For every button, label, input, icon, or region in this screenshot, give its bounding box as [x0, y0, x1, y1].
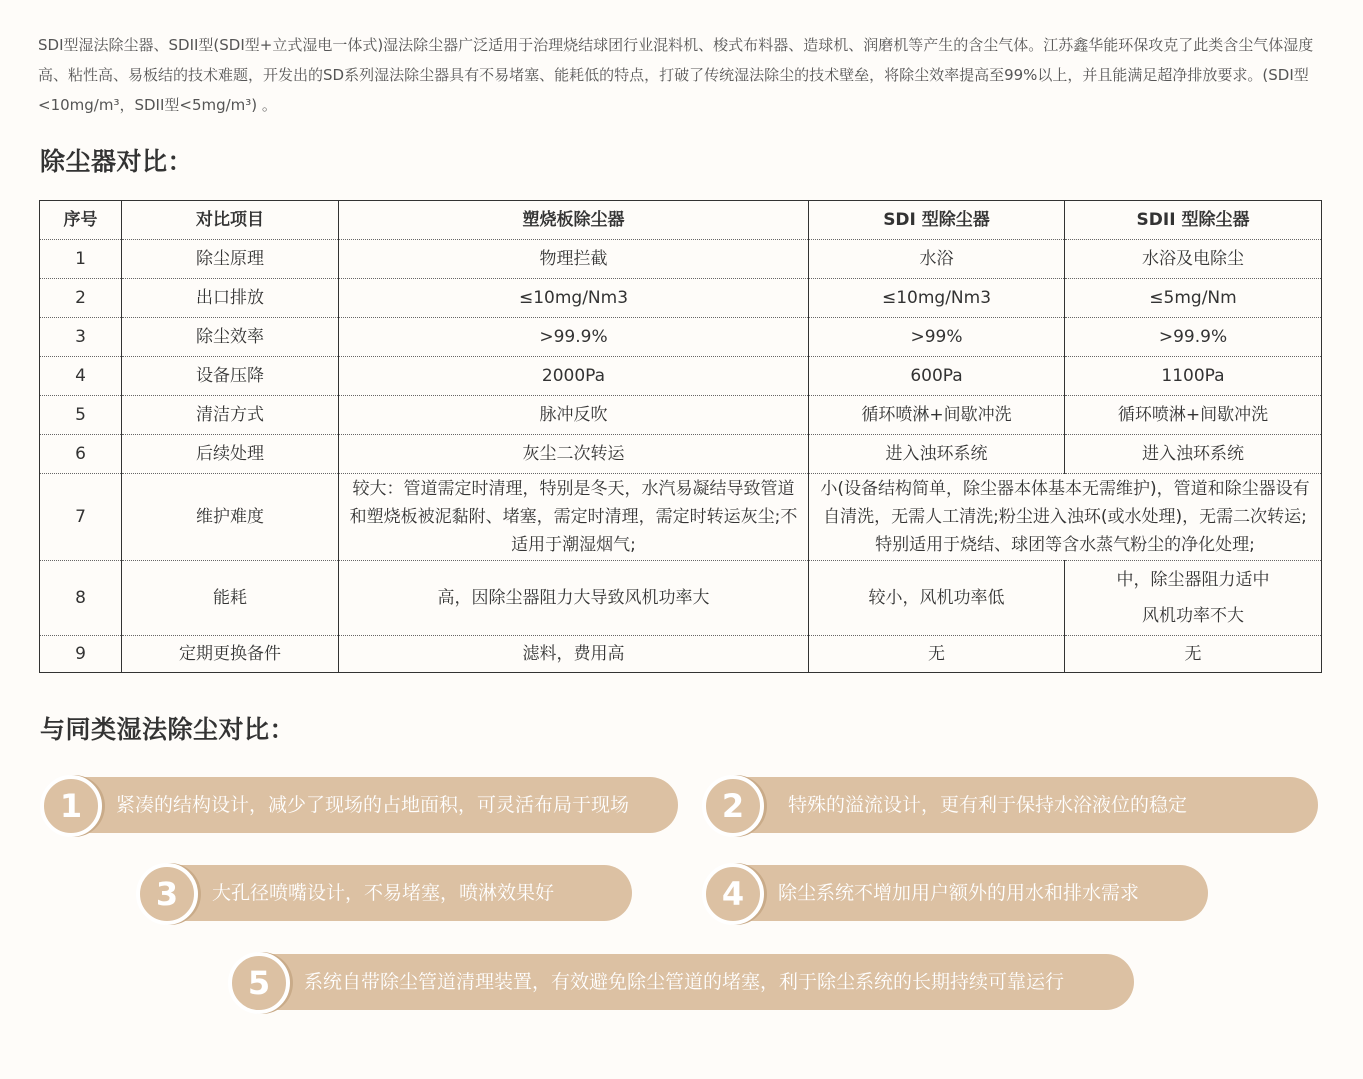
table-row — [40, 396, 1322, 435]
table-cell: 设备压降 — [122, 357, 339, 396]
comparison-table — [39, 200, 1322, 673]
feature-number-badge: 5 — [228, 952, 290, 1014]
table-cell: 定期更换备件 — [122, 636, 339, 673]
table-cell: 循环喷淋+间歇冲洗 — [1065, 396, 1322, 435]
table-cell: ≤5mg/Nm — [1065, 279, 1322, 318]
header-cell: SDII 型除尘器 — [1065, 201, 1322, 240]
feature-number-badge: 3 — [136, 863, 198, 925]
header-cell: 序号 — [40, 201, 122, 240]
feature-text: 系统自带除尘管道清理装置，有效避免除尘管道的堵塞，利于除尘系统的长期持续可靠运行 — [304, 971, 1065, 993]
table-row — [40, 561, 1322, 636]
feature-pill-4 — [704, 865, 1208, 921]
section-title-comparison: 除尘器对比： — [40, 147, 194, 176]
feature-text: 紧凑的结构设计，减少了现场的占地面积，可灵活布局于现场 — [116, 794, 630, 816]
cell-line: 风机功率不大 — [1142, 606, 1244, 626]
table-cell: 清洁方式 — [122, 396, 339, 435]
table-cell: 除尘原理 — [122, 240, 339, 279]
table-cell: 出口排放 — [122, 279, 339, 318]
table-cell: 无 — [809, 636, 1065, 673]
table-cell: 1100Pa — [1065, 357, 1322, 396]
table-cell: >99% — [809, 318, 1065, 357]
table-cell: 脉冲反吹 — [339, 396, 809, 435]
cell-line: 中，除尘器阻力适中 — [1116, 570, 1270, 590]
feature-pill-2 — [704, 777, 1318, 833]
feature-number-badge: 4 — [702, 863, 764, 925]
feature-text: 特殊的溢流设计，更有利于保持水浴液位的稳定 — [788, 794, 1188, 816]
table-cell: 进入浊环系统 — [1065, 435, 1322, 474]
section-title-wet-comparison: 与同类湿法除尘对比： — [40, 715, 296, 744]
table-cell: 2000Pa — [339, 357, 809, 396]
table-cell: 循环喷淋+间歇冲洗 — [809, 396, 1065, 435]
intro-paragraph: SDI型湿法除尘器、SDII型(SDI型+立式湿电一体式)湿法除尘器广泛适用于治理烧结球团行业混料机、梭式布料器、造球机、润磨机等产生的含尘气体。江苏鑫华能环保攻克了此类含尘气体湿度高、粘性高、易板结的技术难题，开发出的SD系列湿法除尘器具有不易堵塞、能耗低的特点，打破了传统湿法除尘的技术壁垒，将除尘效率提高至99%以上，并且能满足超净排放要求。(SDI型<10mg/m³，SDII型<5mg/m³) 。 — [38, 36, 1314, 114]
table-row — [40, 474, 1322, 561]
table-cell: ≤10mg/Nm3 — [339, 279, 809, 318]
table-cell: 后续处理 — [122, 435, 339, 474]
table-cell: 维护难度 — [122, 474, 339, 561]
header-cell: SDI 型除尘器 — [809, 201, 1065, 240]
table-cell: 9 — [40, 636, 122, 673]
table-cell: 较小，风机功率低 — [809, 561, 1065, 636]
table-cell: 8 — [40, 561, 122, 636]
table-cell: 7 — [40, 474, 122, 561]
table-cell: 高，因除尘器阻力大导致风机功率大 — [339, 561, 809, 636]
header-cell: 塑烧板除尘器 — [339, 201, 809, 240]
table-cell: >99.9% — [339, 318, 809, 357]
table-cell: 进入浊环系统 — [809, 435, 1065, 474]
table-header-row — [40, 201, 1322, 240]
table-cell: 能耗 — [122, 561, 339, 636]
table-cell: 较大：管道需定时清理，特别是冬天，水汽易凝结导致管道和塑烧板被泥黏附、堵塞，需定时清理，需定时转运灰尘;不适用于潮湿烟气; — [339, 474, 809, 561]
table-cell: 无 — [1065, 636, 1322, 673]
table-row — [40, 279, 1322, 318]
header-cell: 对比项目 — [122, 201, 339, 240]
table-cell-merged: 小(设备结构简单，除尘器本体基本无需维护)，管道和除尘器设有自清洗，无需人工清洗;粉尘进入浊环(或水处理)，无需二次转运;特别适用于烧结、球团等含水蒸气粉尘的净化处理; — [809, 474, 1322, 561]
feature-number-badge: 2 — [702, 775, 764, 837]
table-cell: 物理拦截 — [339, 240, 809, 279]
feature-text: 除尘系统不增加用户额外的用水和排水需求 — [778, 882, 1140, 904]
table-cell: 1 — [40, 240, 122, 279]
table-cell: 5 — [40, 396, 122, 435]
table-cell: ≤10mg/Nm3 — [809, 279, 1065, 318]
table-cell: >99.9% — [1065, 318, 1322, 357]
table-cell — [1065, 561, 1322, 636]
feature-pill-5 — [230, 954, 1134, 1010]
table-cell: 滤料，费用高 — [339, 636, 809, 673]
table-row — [40, 318, 1322, 357]
feature-pill-1 — [42, 777, 678, 833]
feature-text: 大孔径喷嘴设计，不易堵塞，喷淋效果好 — [212, 882, 555, 904]
table-cell: 水浴 — [809, 240, 1065, 279]
table-cell: 4 — [40, 357, 122, 396]
table-cell: 6 — [40, 435, 122, 474]
table-cell: 灰尘二次转运 — [339, 435, 809, 474]
table-cell: 600Pa — [809, 357, 1065, 396]
table-row — [40, 357, 1322, 396]
table-row — [40, 240, 1322, 279]
table-cell: 3 — [40, 318, 122, 357]
feature-pill-3 — [138, 865, 632, 921]
table-cell: 2 — [40, 279, 122, 318]
feature-number-badge: 1 — [40, 775, 102, 837]
table-cell: 除尘效率 — [122, 318, 339, 357]
table-row — [40, 435, 1322, 474]
table-cell: 水浴及电除尘 — [1065, 240, 1322, 279]
table-row — [40, 636, 1322, 673]
